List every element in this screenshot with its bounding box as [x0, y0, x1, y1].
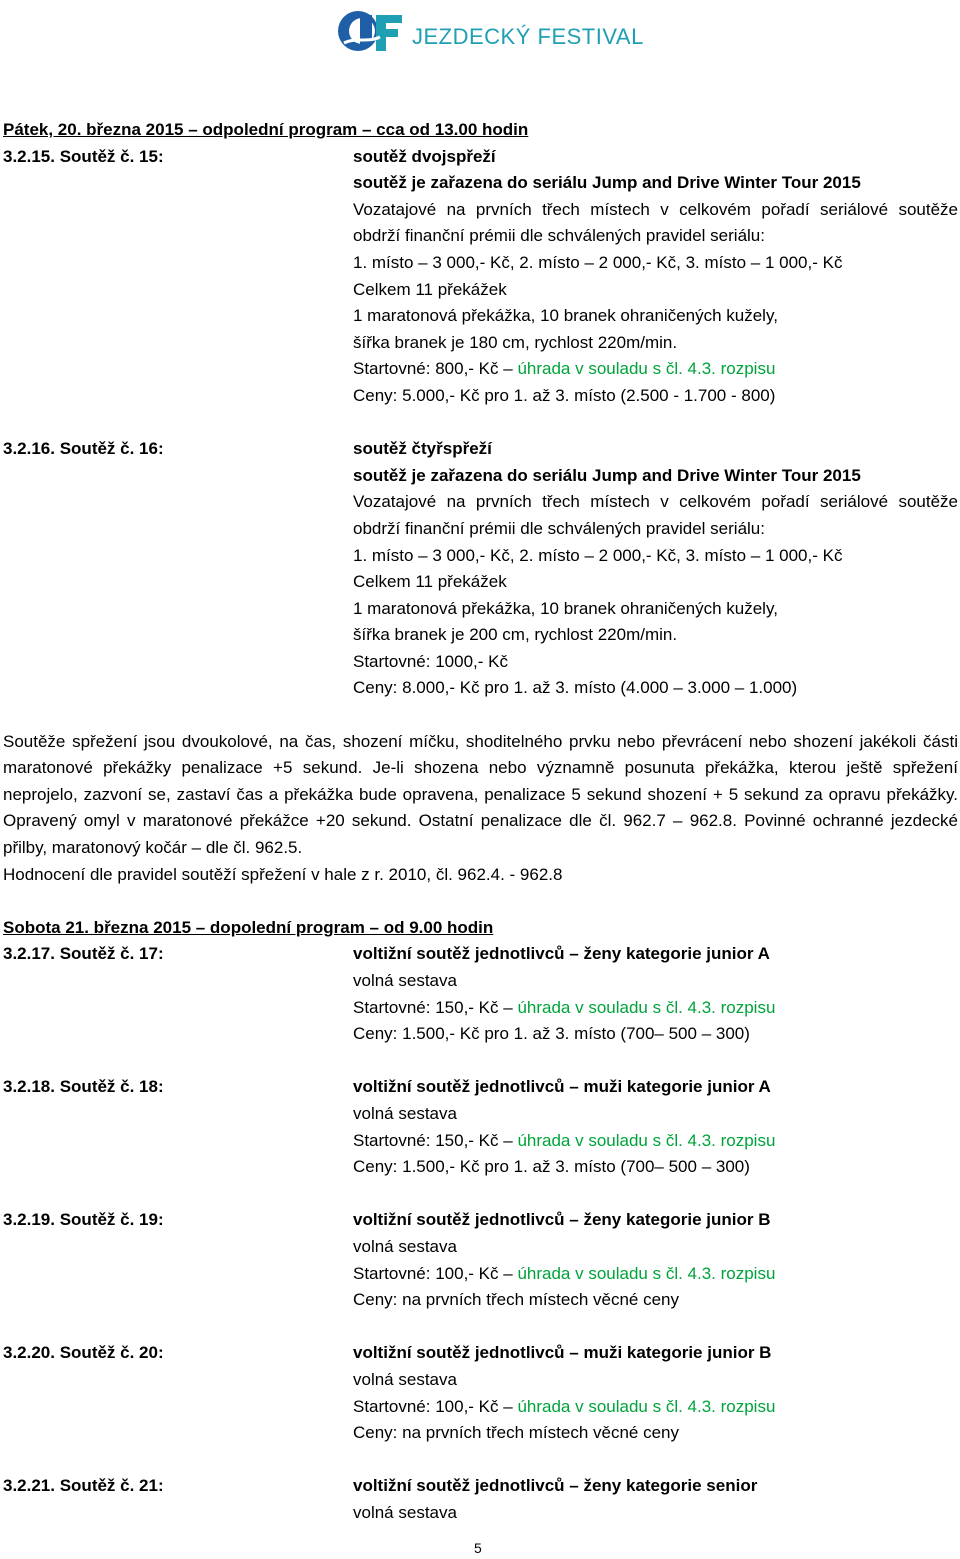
- competition-20: [3, 1340, 958, 1446]
- competition-18: [3, 1074, 958, 1180]
- competition-20-label: 3.2.20. Soutěž č. 20:: [3, 1343, 164, 1363]
- competition-16-marathon: 1 maratonová překážka, 10 branek ohraničených kužely,: [353, 598, 778, 618]
- document-page: [3, 117, 958, 1526]
- competition-16-bonus-text: Vozatajové na prvních třech místech v celkovém pořadí seriálové soutěže obdrží finanční prémii dle schválených pravidel seriálu:: [353, 492, 958, 538]
- competition-18-mode: volná sestava: [353, 1103, 457, 1123]
- festival-logo: [336, 6, 644, 56]
- competition-17-fee-link: úhrada v souladu s čl. 4.3. rozpisu: [517, 997, 776, 1017]
- competition-18-prizes: Ceny: 1.500,- Kč pro 1. až 3. místo (700– 500 – 300): [353, 1157, 750, 1177]
- competition-21-mode: volná sestava: [353, 1502, 457, 1522]
- competition-21-label: 3.2.21. Soutěž č. 21:: [3, 1476, 164, 1496]
- competition-15: [3, 144, 958, 410]
- competition-17-title: voltižní soutěž jednotlivců – ženy kategorie junior A: [353, 944, 770, 964]
- competition-18-fee: [353, 1128, 958, 1155]
- competition-16-prizes: Ceny: 8.000,- Kč pro 1. až 3. místo (4.000 – 3.000 – 1.000): [353, 678, 798, 698]
- logo-text: JEZDECKÝ FESTIVAL: [412, 23, 644, 49]
- competition-17: [3, 941, 958, 1047]
- competition-17-fee: [353, 995, 958, 1022]
- competition-15-obstacles: Celkem 11 překážek: [353, 279, 507, 299]
- competition-15-fee: [353, 356, 958, 383]
- competition-19-title: voltižní soutěž jednotlivců – ženy kategorie junior B: [353, 1210, 771, 1230]
- competition-15-prizes: Ceny: 5.000,- Kč pro 1. až 3. místo (2.500 - 1.700 - 800): [353, 385, 776, 405]
- competition-18-label: 3.2.18. Soutěž č. 18:: [3, 1077, 164, 1097]
- competition-20-prizes: Ceny: na prvních třech místech věcné ceny: [353, 1423, 679, 1443]
- competition-21-title: voltižní soutěž jednotlivců – ženy kategorie senior: [353, 1476, 758, 1496]
- rules-last-line: Hodnocení dle pravidel soutěží spřežení v hale z r. 2010, čl. 962.4. - 962.8: [3, 864, 563, 884]
- cjf-logo-mark: [336, 7, 410, 55]
- saturday-heading: Sobota 21. března 2015 – dopolední program – od 9.00 hodin: [3, 917, 494, 937]
- competition-15-fee-link: úhrada v souladu s čl. 4.3. rozpisu: [517, 359, 776, 379]
- competition-19-prizes: Ceny: na prvních třech místech věcné ceny: [353, 1290, 679, 1310]
- competition-17-label: 3.2.17. Soutěž č. 17:: [3, 944, 164, 964]
- competition-20-title: voltižní soutěž jednotlivců – muži kategorie junior B: [353, 1343, 772, 1363]
- competition-16-series: soutěž je zařazena do seriálu Jump and Drive Winter Tour 2015: [353, 465, 861, 485]
- competition-16-obstacles: Celkem 11 překážek: [353, 572, 507, 592]
- competition-15-bonus-text: Vozatajové na prvních třech místech v celkovém pořadí seriálové soutěže obdrží finanční prémii dle schválených pravidel seriálu:: [353, 199, 958, 246]
- competition-20-mode: volná sestava: [353, 1369, 457, 1389]
- friday-heading: Pátek, 20. března 2015 – odpolední program – cca od 13.00 hodin: [3, 120, 529, 139]
- competition-16-bonus-amounts: 1. místo – 3 000,- Kč, 2. místo – 2 000,- Kč, 3. místo – 1 000,- Kč: [353, 545, 843, 565]
- competition-19-fee-link: úhrada v souladu s čl. 4.3. rozpisu: [517, 1263, 776, 1283]
- competition-16: [3, 436, 958, 702]
- competition-19-mode: volná sestava: [353, 1236, 457, 1256]
- competition-21: [3, 1473, 958, 1526]
- competition-16-title: soutěž čtyřspřeží: [353, 439, 492, 459]
- competition-15-label: 3.2.15. Soutěž č. 15:: [3, 146, 164, 166]
- competition-17-mode: volná sestava: [353, 971, 457, 990]
- competition-19-fee: [353, 1261, 958, 1288]
- competition-16-fee: Startovné: 1000,- Kč: [353, 651, 508, 671]
- competition-18-title: voltižní soutěž jednotlivců – muži kategorie junior A: [353, 1077, 771, 1097]
- competition-15-marathon: 1 maratonová překážka, 10 branek ohraničených kužely,: [353, 306, 778, 326]
- competition-19-fee-text: Startovné: 100,- Kč –: [353, 1263, 513, 1283]
- competition-15-gates: šířka branek je 180 cm, rychlost 220m/min.: [353, 332, 678, 352]
- competition-20-fee-link: úhrada v souladu s čl. 4.3. rozpisu: [517, 1396, 776, 1416]
- rules-paragraph: Soutěže spřežení jsou dvoukolové, na čas, shození míčku, shoditelného prvku nebo převrácení nebo shození jakékoli části maratonové překážky penalizace +5 sekund. Je-li shozena nebo významně posunuta překážka, kterou ještě spřežení neprojelo, zazvoní se, zastaví čas a překážka bude opravena, penalizace 5 sekund shození + 5 sekund za opravu překážky. Opravený omyl v maratonové překážce +20 sekund. Ostatní penalizace dle čl. 962.7 – 962.8. Povinné ochranné jezdecké přilby, maratonový kočár – dle čl. 962.5.: [3, 731, 958, 858]
- competition-18-fee-link: úhrada v souladu s čl. 4.3. rozpisu: [517, 1130, 776, 1150]
- competition-20-fee-text: Startovné: 100,- Kč –: [353, 1396, 513, 1416]
- competition-15-fee-text: Startovné: 800,- Kč –: [353, 359, 513, 379]
- competition-17-fee-text: Startovné: 150,- Kč –: [353, 997, 513, 1017]
- competition-19-label: 3.2.19. Soutěž č. 19:: [3, 1210, 164, 1230]
- competition-16-label: 3.2.16. Soutěž č. 16:: [3, 439, 164, 459]
- competition-15-series: soutěž je zařazena do seriálu Jump and Drive Winter Tour 2015: [353, 173, 861, 193]
- competition-15-title: soutěž dvojspřeží: [353, 146, 496, 166]
- competition-16-gates: šířka branek je 200 cm, rychlost 220m/min.: [353, 625, 678, 645]
- page-number: 5: [474, 1540, 482, 1556]
- competition-19: [3, 1207, 958, 1313]
- competition-18-fee-text: Startovné: 150,- Kč –: [353, 1130, 513, 1150]
- competition-17-prizes: Ceny: 1.500,- Kč pro 1. až 3. místo (700– 500 – 300): [353, 1024, 750, 1044]
- competition-20-fee: [353, 1394, 958, 1421]
- competition-15-bonus-amounts: 1. místo – 3 000,- Kč, 2. místo – 2 000,- Kč, 3. místo – 1 000,- Kč: [353, 252, 843, 272]
